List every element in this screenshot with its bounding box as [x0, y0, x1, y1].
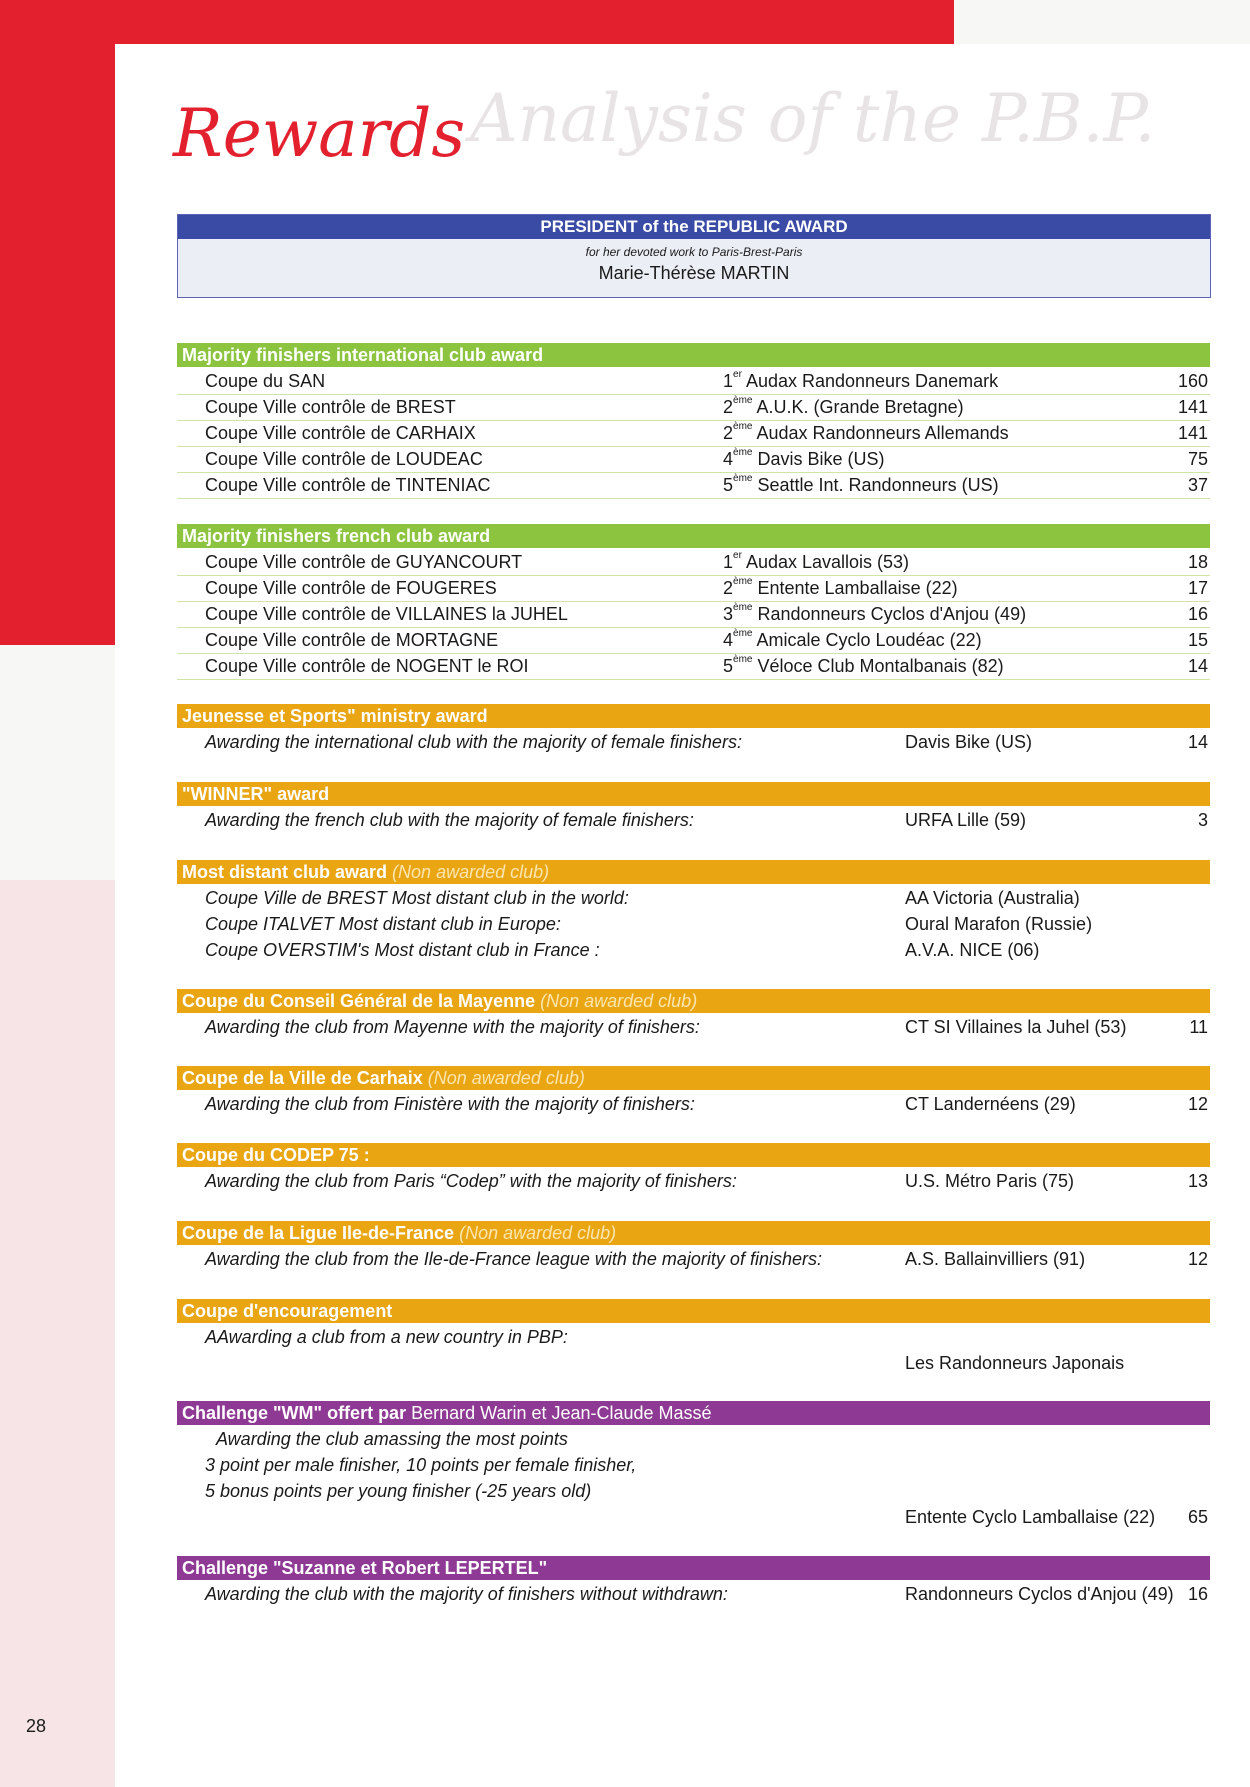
table-row [177, 575, 1210, 602]
table-row [177, 627, 1210, 654]
award-row [177, 1581, 1210, 1607]
red-top-bar [0, 0, 954, 44]
cup-name: Coupe Ville contrôle de FOUGERES [205, 578, 497, 598]
winner-award-header: "WINNER" award [177, 782, 1210, 806]
award-row [177, 1452, 1210, 1478]
cup-name: Coupe du SAN [205, 371, 326, 391]
non-awarded-note: (Non awarded club) [392, 862, 550, 882]
intl-award-header: Majority finishers international club award [177, 343, 1210, 367]
award-description: 3 point per male finisher, 10 points per female finisher, [205, 1455, 637, 1475]
award-club: CT SI Villaines la Juhel (53) [905, 1017, 1127, 1037]
rank-club: 4ème Davis Bike (US) [723, 447, 885, 469]
award-club: A.S. Ballainvilliers (91) [905, 1249, 1086, 1269]
rank-club: 3ème Randonneurs Cyclos d'Anjou (49) [723, 602, 1027, 624]
french-award-header: Majority finishers french club award [177, 524, 1210, 548]
rank-club: 5ème Seattle Int. Randonneurs (US) [723, 473, 999, 495]
award-club: Les Randonneurs Japonais [905, 1353, 1125, 1373]
non-awarded-note: (Non awarded club) [459, 1223, 617, 1243]
finisher-count: 14 [1187, 656, 1208, 676]
pink-side-block [0, 880, 115, 1787]
award-count: 16 [1187, 1584, 1208, 1604]
wm-challenge-header: Challenge "WM" offert par Bernard Warin et Jean-Claude Massé [177, 1401, 1210, 1425]
award-club: Oural Marafon (Russie) [905, 914, 1093, 934]
page-number: 28 [26, 1716, 47, 1736]
award-row [177, 1014, 1210, 1040]
finisher-count: 141 [1177, 397, 1208, 417]
president-award-box [177, 214, 1211, 298]
non-awarded-note: (Non awarded club) [540, 991, 698, 1011]
award-description: Awarding the club from Paris “Codep” with the majority of finishers: [205, 1171, 737, 1191]
jeunesse-award-header: Jeunesse et Sports" ministry award [177, 704, 1210, 728]
table-row [177, 368, 1210, 395]
award-row [177, 1504, 1210, 1530]
award-row [177, 885, 1210, 911]
award-club: Randonneurs Cyclos d'Anjou (49) [905, 1584, 1174, 1604]
award-row [177, 729, 1210, 755]
president-award-header: PRESIDENT of the REPUBLIC AWARD [178, 215, 1210, 239]
finisher-count: 75 [1187, 449, 1208, 469]
cup-name: Coupe Ville contrôle de NOGENT le ROI [205, 656, 529, 676]
table-row [177, 549, 1210, 576]
award-count: 3 [1197, 810, 1208, 830]
award-club: A.V.A. NICE (06) [905, 940, 1040, 960]
cup-name: Coupe Ville contrôle de LOUDEAC [205, 449, 483, 469]
award-row [177, 1426, 1210, 1452]
award-row [177, 807, 1210, 833]
award-description: 5 bonus points per young finisher (-25 years old) [205, 1481, 592, 1501]
award-row [177, 911, 1210, 937]
table-row [177, 601, 1210, 628]
award-description: Awarding the club from Finistère with the majority of finishers: [205, 1094, 695, 1114]
codep-award-header: Coupe du CODEP 75 : [177, 1143, 1210, 1167]
president-award-sub: for her devoted work to Paris-Brest-Paris [585, 245, 803, 259]
cup-name: Coupe Ville contrôle de TINTENIAC [205, 475, 491, 495]
award-row [177, 1246, 1210, 1272]
distant-award-header: Most distant club award (Non awarded club) [177, 860, 1210, 884]
finisher-count: 15 [1187, 630, 1208, 650]
finisher-count: 16 [1187, 604, 1208, 624]
non-awarded-note: (Non awarded club) [427, 1068, 585, 1088]
award-row [177, 937, 1210, 963]
rank-club: 2ème A.U.K. (Grande Bretagne) [723, 395, 964, 417]
award-count: 12 [1187, 1094, 1208, 1114]
award-club: CT Landernéens (29) [905, 1094, 1076, 1114]
award-club: Entente Cyclo Lamballaise (22) [905, 1507, 1156, 1527]
award-description: Coupe OVERSTIM's Most distant club in France : [205, 940, 600, 960]
encouragement-award-header: Coupe d'encouragement [177, 1299, 1210, 1323]
award-description: AAwarding a club from a new country in PBP: [205, 1327, 568, 1347]
award-description: Coupe Ville de BREST Most distant club in the world: [205, 888, 629, 908]
award-description: Awarding the french club with the majority of female finishers: [205, 810, 694, 830]
rank-club: 1er Audax Randonneurs Danemark [723, 369, 999, 391]
award-description: Awarding the club from the Ile-de-France league with the majority of finishers: [205, 1249, 822, 1269]
rank-club: 2ème Audax Randonneurs Allemands [723, 421, 1009, 443]
table-row [177, 472, 1210, 499]
ligue-award-header: Coupe de la Ligue Ile-de-France (Non awarded club) [177, 1221, 1210, 1245]
award-description: Coupe ITALVET Most distant club in Europe: [205, 914, 561, 934]
award-count: 12 [1187, 1249, 1208, 1269]
finisher-count: 141 [1177, 423, 1208, 443]
rank-club: 5ème Véloce Club Montalbanais (82) [723, 654, 1004, 676]
award-count: 13 [1187, 1171, 1208, 1191]
cup-name: Coupe Ville contrôle de BREST [205, 397, 456, 417]
table-row [177, 420, 1210, 447]
carhaix-award-header: Coupe de la Ville de Carhaix (Non awarded club) [177, 1066, 1210, 1090]
award-club: URFA Lille (59) [905, 810, 1027, 830]
award-club: Davis Bike (US) [905, 732, 1033, 752]
cup-name: Coupe Ville contrôle de GUYANCOURT [205, 552, 523, 572]
red-side-block [0, 0, 115, 645]
award-club: U.S. Métro Paris (75) [905, 1171, 1075, 1191]
ghost-title: Analysis of the P.B.P. [470, 80, 1156, 157]
award-row [177, 1478, 1210, 1504]
rank-club: 1er Audax Lavallois (53) [723, 550, 910, 572]
finisher-count: 18 [1187, 552, 1208, 572]
award-row [177, 1350, 1210, 1376]
mayenne-award-header: Coupe du Conseil Général de la Mayenne (Non awarded club) [177, 989, 1210, 1013]
award-description: Awarding the club from Mayenne with the majority of finishers: [205, 1017, 700, 1037]
president-award-name: Marie-Thérèse MARTIN [598, 263, 790, 283]
award-count: 14 [1187, 732, 1208, 752]
award-row [177, 1091, 1210, 1117]
finisher-count: 37 [1187, 475, 1208, 495]
finisher-count: 17 [1187, 578, 1208, 598]
rank-club: 4ème Amicale Cyclo Loudéac (22) [723, 628, 982, 650]
award-row [177, 1324, 1210, 1350]
award-description: Awarding the club with the majority of finishers without withdrawn: [205, 1584, 728, 1604]
cup-name: Coupe Ville contrôle de CARHAIX [205, 423, 476, 443]
cup-name: Coupe Ville contrôle de VILLAINES la JUHEL [205, 604, 568, 624]
award-description: Awarding the club amassing the most points [216, 1429, 568, 1449]
finisher-count: 160 [1177, 371, 1208, 391]
lepertel-challenge-header: Challenge "Suzanne et Robert LEPERTEL" [177, 1556, 1210, 1580]
cup-name: Coupe Ville contrôle de MORTAGNE [205, 630, 499, 650]
rank-club: 2ème Entente Lamballaise (22) [723, 576, 958, 598]
award-count: 11 [1189, 1017, 1208, 1037]
award-club: AA Victoria (Australia) [905, 888, 1080, 908]
award-description: Awarding the international club with the majority of female finishers: [205, 732, 742, 752]
table-row [177, 394, 1210, 421]
award-count: 65 [1187, 1507, 1208, 1527]
table-row [177, 446, 1210, 473]
table-row [177, 653, 1210, 680]
award-row [177, 1168, 1210, 1194]
page-title: Rewards [173, 95, 466, 172]
